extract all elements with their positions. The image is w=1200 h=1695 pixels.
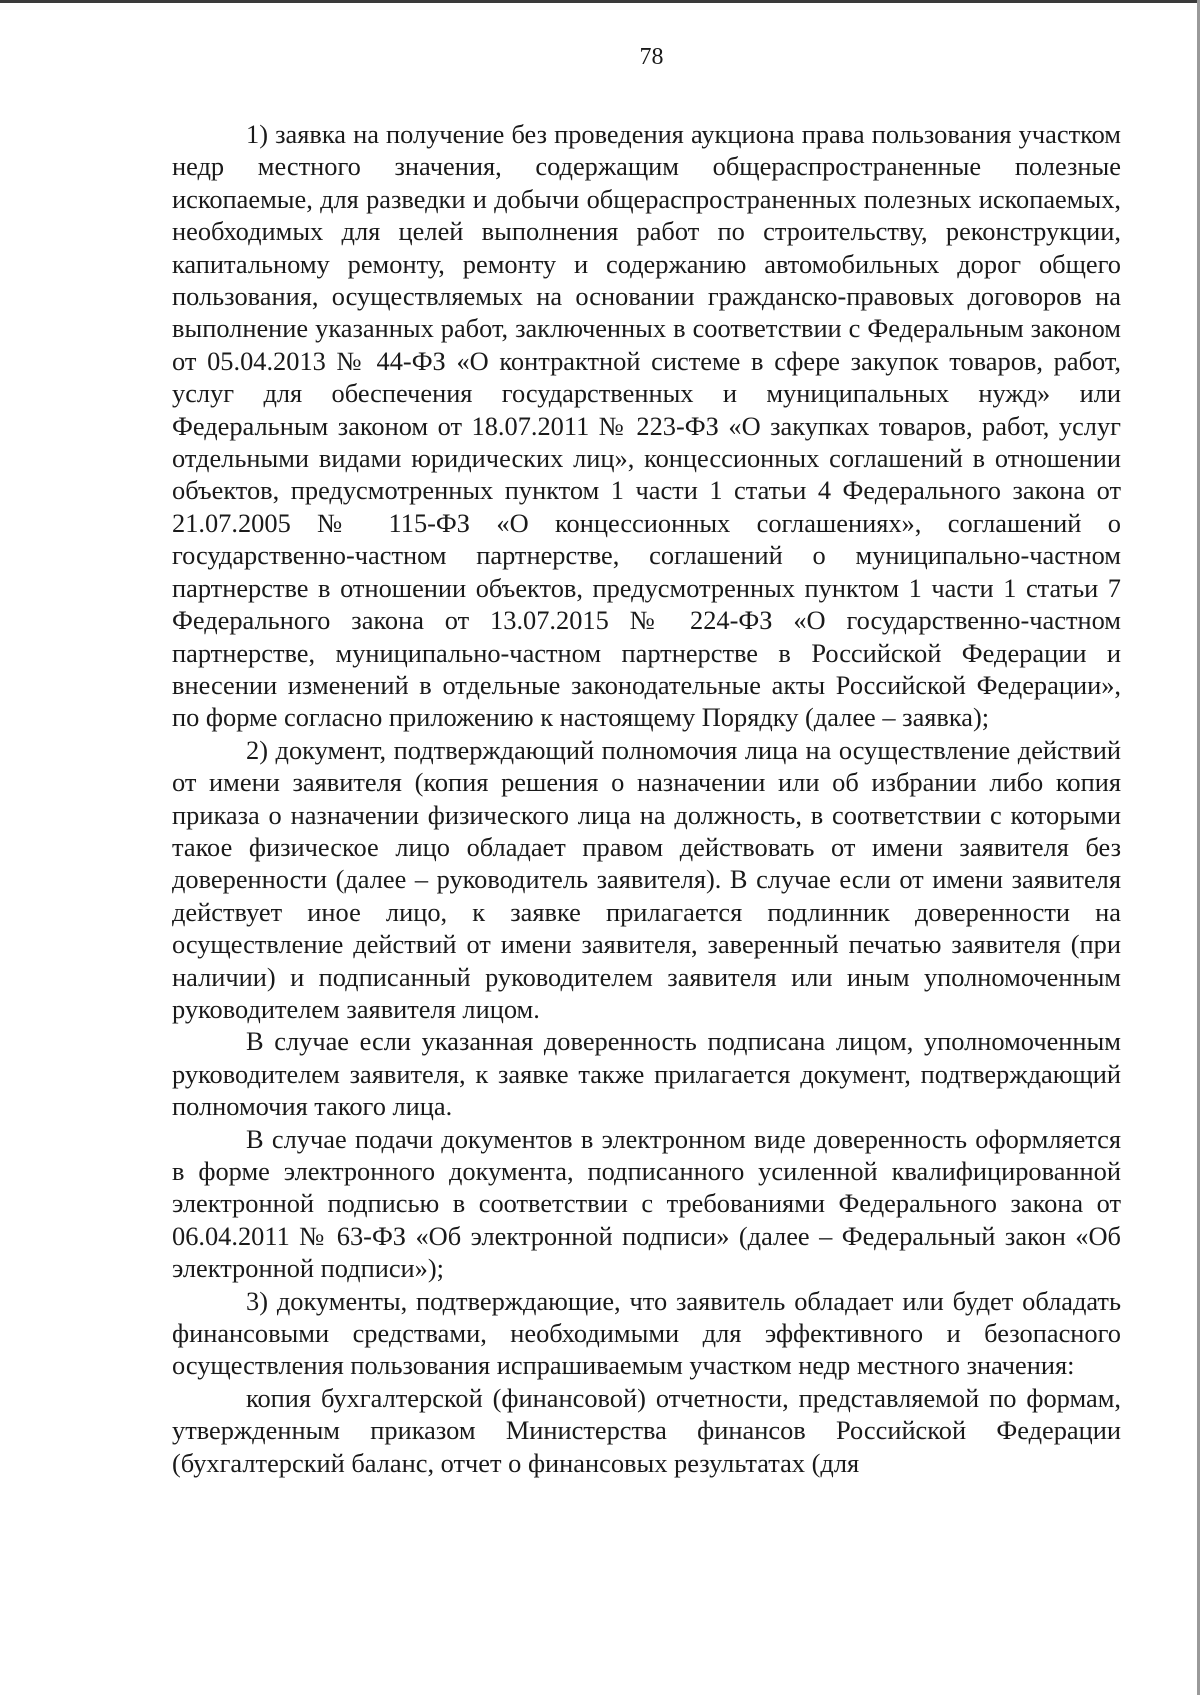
document-page xyxy=(172,40,1121,1479)
paragraph-item-3-financial-documents: 3) документы, подтверждающие, что заявитель обладает или будет обладать финансовыми средствами, необходимыми для эффективного и безопасного осуществления пользования испрашиваемым участком недр местного значения: xyxy=(172,1285,1121,1381)
page-number: 78 xyxy=(639,44,664,70)
scan-border-top xyxy=(0,0,1200,3)
paragraph-electronic-submission: В случае подачи документов в электронном виде доверенность оформляется в форме электронного документа, подписанного усиленной квалифицированной электронной подписью в соответствии с требованиями Федерального закона от 06.04.2011 № 63-ФЗ «Об электронной подписи» (далее – Федеральный закон «Об электронной подписи»); xyxy=(172,1123,1121,1284)
paragraph-item-1-application: 1) заявка на получение без проведения аукциона права пользования участком недр местного значения, содержащим общераспространенные полезные ископаемые, для разведки и добычи общераспространенных полезных ископаемых, необходимых для целей выполнения работ по строительству, реконструкции, капитальному ремонту, ремонту и содержанию автомобильных дорог общего пользования, осуществляемых на основании гражданско-правовых договоров на выполнение указанных работ, заключенных в соответствии с Федеральным законом от 05.04.2013 № 44-ФЗ «О контрактной системе в сфере закупок товаров, работ, услуг для обеспечения государственных и муниципальных нужд» или Федеральным законом от 18.07.2011 № 223-ФЗ «О закупках товаров, работ, услуг отдельными видами юридических лиц», концессионных соглашений в отношении объектов, предусмотренных пунктом 1 части 1 статьи 4 Федерального закона от 21.07.2005 № 115-ФЗ «О концессионных соглашениях», соглашений о государственно-частном партнерстве, соглашений о муниципально-частном партнерстве в отношении объектов, предусмотренных пунктом 1 части 1 статьи 7 Федерального закона от 13.07.2015 № 224-ФЗ «О государственно-частном партнерстве, муниципально-частном партнерстве в Российской Федерации и внесении изменений в отдельные законодательные акты Российской Федерации», по форме согласно приложению к настоящему Порядку (далее – заявка); xyxy=(172,119,1121,733)
paragraph-item-2-authority-document: 2) документ, подтверждающий полномочия лица на осуществление действий от имени заявителя (копия решения о назначении или об избрании либо копия приказа о назначении физического лица на должность, в соответствии с которыми такое физическое лицо обладает правом действовать от имени заявителя без доверенности (далее – руководитель заявителя). В случае если от имени заявителя действует иное лицо, к заявке прилагается подлинник доверенности на осуществление действий от имени заявителя, заверенный печатью заявителя (при наличии) и подписанный руководителем заявителя или иным уполномоченным руководителем заявителя лицом. xyxy=(172,734,1121,1024)
paragraph-accounting-statements: копия бухгалтерской (финансовой) отчетности, представляемой по формам, утвержденным приказом Министерства финансов Российской Федерации (бухгалтерский баланс, отчет о финансовых результатах (для xyxy=(172,1382,1121,1478)
paragraph-power-of-attorney: В случае если указанная доверенность подписана лицом, уполномоченным руководителем заявителя, к заявке также прилагается документ, подтверждающий полномочия такого лица. xyxy=(172,1026,1121,1122)
